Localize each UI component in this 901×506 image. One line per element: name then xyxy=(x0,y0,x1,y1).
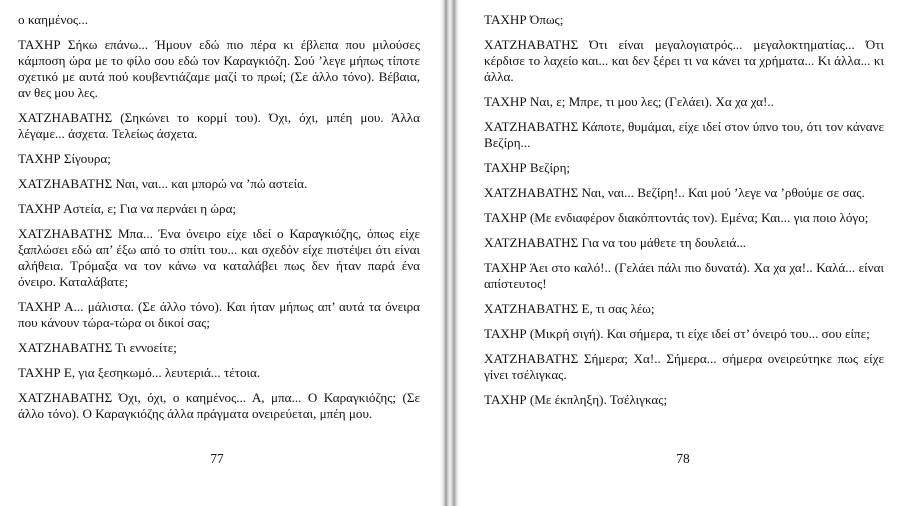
paragraph: ΧΑΤΖΗΑΒΑΤΗΣ Μπα... Ένα όνειρο είχε ιδεί ο Καραγκιόζης, όπως είχε ξαπλώσει εδώ απ’ έξω από το σπίτι του... και σχεδόν είχε πιστέψει ότι είναι αλήθεια. Τρόμαξα να τον κάνω να καταλάβει πως δεν ήταν παρά ένα όνειρο. Καταλάβατε; xyxy=(18,226,420,289)
page-number: 78 xyxy=(676,451,690,466)
paragraph: ΧΑΤΖΗΑΒΑΤΗΣ Για να του μάθετε τη δουλειά... xyxy=(484,235,747,250)
paragraph: ΤΑΧΗΡ Α... μάλιστα. (Σε άλλο τόνο). Και ήταν μήπως απ’ αυτά τα όνειρα που κάνουν τώρα-τώρα οι δικοί σας; xyxy=(18,299,420,330)
paragraph: ΤΑΧΗΡ Όπως; xyxy=(484,12,564,27)
paragraph: ΤΑΧΗΡ (Με έκπληξη). Τσέλιγκας; xyxy=(484,392,668,407)
right-page-text xyxy=(484,12,884,417)
paragraph: ΧΑΤΖΗΑΒΑΤΗΣ Ότι είναι μεγαλογιατρός... μεγαλοκτηματίας... Ότι κέρδισε το λαχείο και... και δεν ξέρει τι να κάνει τα χρήματα... Κι άλλα... κι άλλα. xyxy=(484,37,884,84)
paragraph: ΤΑΧΗΡ Ναι, ε; Μπρε, τι μου λες; (Γελάει). Χα χα χα!.. xyxy=(484,94,774,109)
paragraph: ΧΑΤΖΗΑΒΑΤΗΣ Κάποτε, θυμάμαι, είχε ιδεί στον ύπνο του, ότι τον κάνανε Βεζίρη... xyxy=(484,119,884,150)
paragraph: ΧΑΤΖΗΑΒΑΤΗΣ Όχι, όχι, ο καημένος... Α, μπα... Ο Καραγκιόζης; (Σε άλλο τόνο). Ο Καραγκιόζης άλλα πράγματα ονειρεύεται, μπέη μου. xyxy=(18,390,420,421)
paragraph: ΤΑΧΗΡ Αστεία, ε; Για να περνάει η ώρα; xyxy=(18,201,237,216)
paragraph: ΤΑΧΗΡ Βεζίρη; xyxy=(484,160,571,175)
paragraph: ΧΑΤΖΗΑΒΑΤΗΣ Ναι, ναι... και μπορώ να ’πώ αστεία. xyxy=(18,176,308,191)
paragraph: ΧΑΤΖΗΑΒΑΤΗΣ Τι εννοείτε; xyxy=(18,340,177,355)
paragraph: ο καημένος... xyxy=(18,12,89,27)
book-gutter xyxy=(440,0,460,506)
left-page-text xyxy=(18,12,420,431)
paragraph: ΧΑΤΖΗΑΒΑΤΗΣ (Σηκώνει το κορμί του). Όχι, όχι, μπέη μου. Άλλα λέγαμε... άσχετα. Τελείως άσχετα. xyxy=(18,110,420,141)
paragraph: ΤΑΧΗΡ (Μικρή σιγή). Και σήμερα, τι είχε ιδεί στ’ όνειρό του... σου είπε; xyxy=(484,326,870,341)
paragraph: ΧΑΤΖΗΑΒΑΤΗΣ Σήμερα; Χα!.. Σήμερα... σήμερα ονειρεύτηκε πως είχε γίνει τσέλιγκας. xyxy=(484,351,884,382)
paragraph: ΧΑΤΖΗΑΒΑΤΗΣ Ε, τι σας λέω; xyxy=(484,301,655,316)
paragraph: ΤΑΧΗΡ Άει στο καλό!.. (Γελάει πάλι πιο δυνατά). Χα χα χα!.. Καλά... είναι απίστευτος! xyxy=(484,260,884,291)
paragraph: ΤΑΧΗΡ (Με ενδιαφέρον διακόπτοντάς τον). Εμένα; Και... για ποιο λόγο; xyxy=(484,210,869,225)
left-page xyxy=(0,0,440,506)
right-page xyxy=(460,0,901,506)
paragraph: ΤΑΧΗΡ Σίγουρα; xyxy=(18,151,111,166)
paragraph: ΤΑΧΗΡ Ε, για ξεσηκωμό... λευτεριά... τέτοια. xyxy=(18,365,261,380)
paragraph: ΤΑΧΗΡ Σήκω επάνω... Ήμουν εδώ πιο πέρα κι έβλεπα που μιλούσες κάμποση ώρα με το φίλο σου εδώ τον Καραγκιόζη. Σού ’λεγε μήπως τίποτε σχετικό με αυτά πού κουβεντιάζαμε μαζί το πρωί; (Σε άλλο τόνο). Βέβαια, αν θες μου λες. xyxy=(18,37,420,100)
paragraph: ΧΑΤΖΗΑΒΑΤΗΣ Ναι, ναι... Βεζίρη!.. Και μού ’λεγε να ’ρθούμε σε σας. xyxy=(484,185,865,200)
page-number: 77 xyxy=(210,451,224,466)
